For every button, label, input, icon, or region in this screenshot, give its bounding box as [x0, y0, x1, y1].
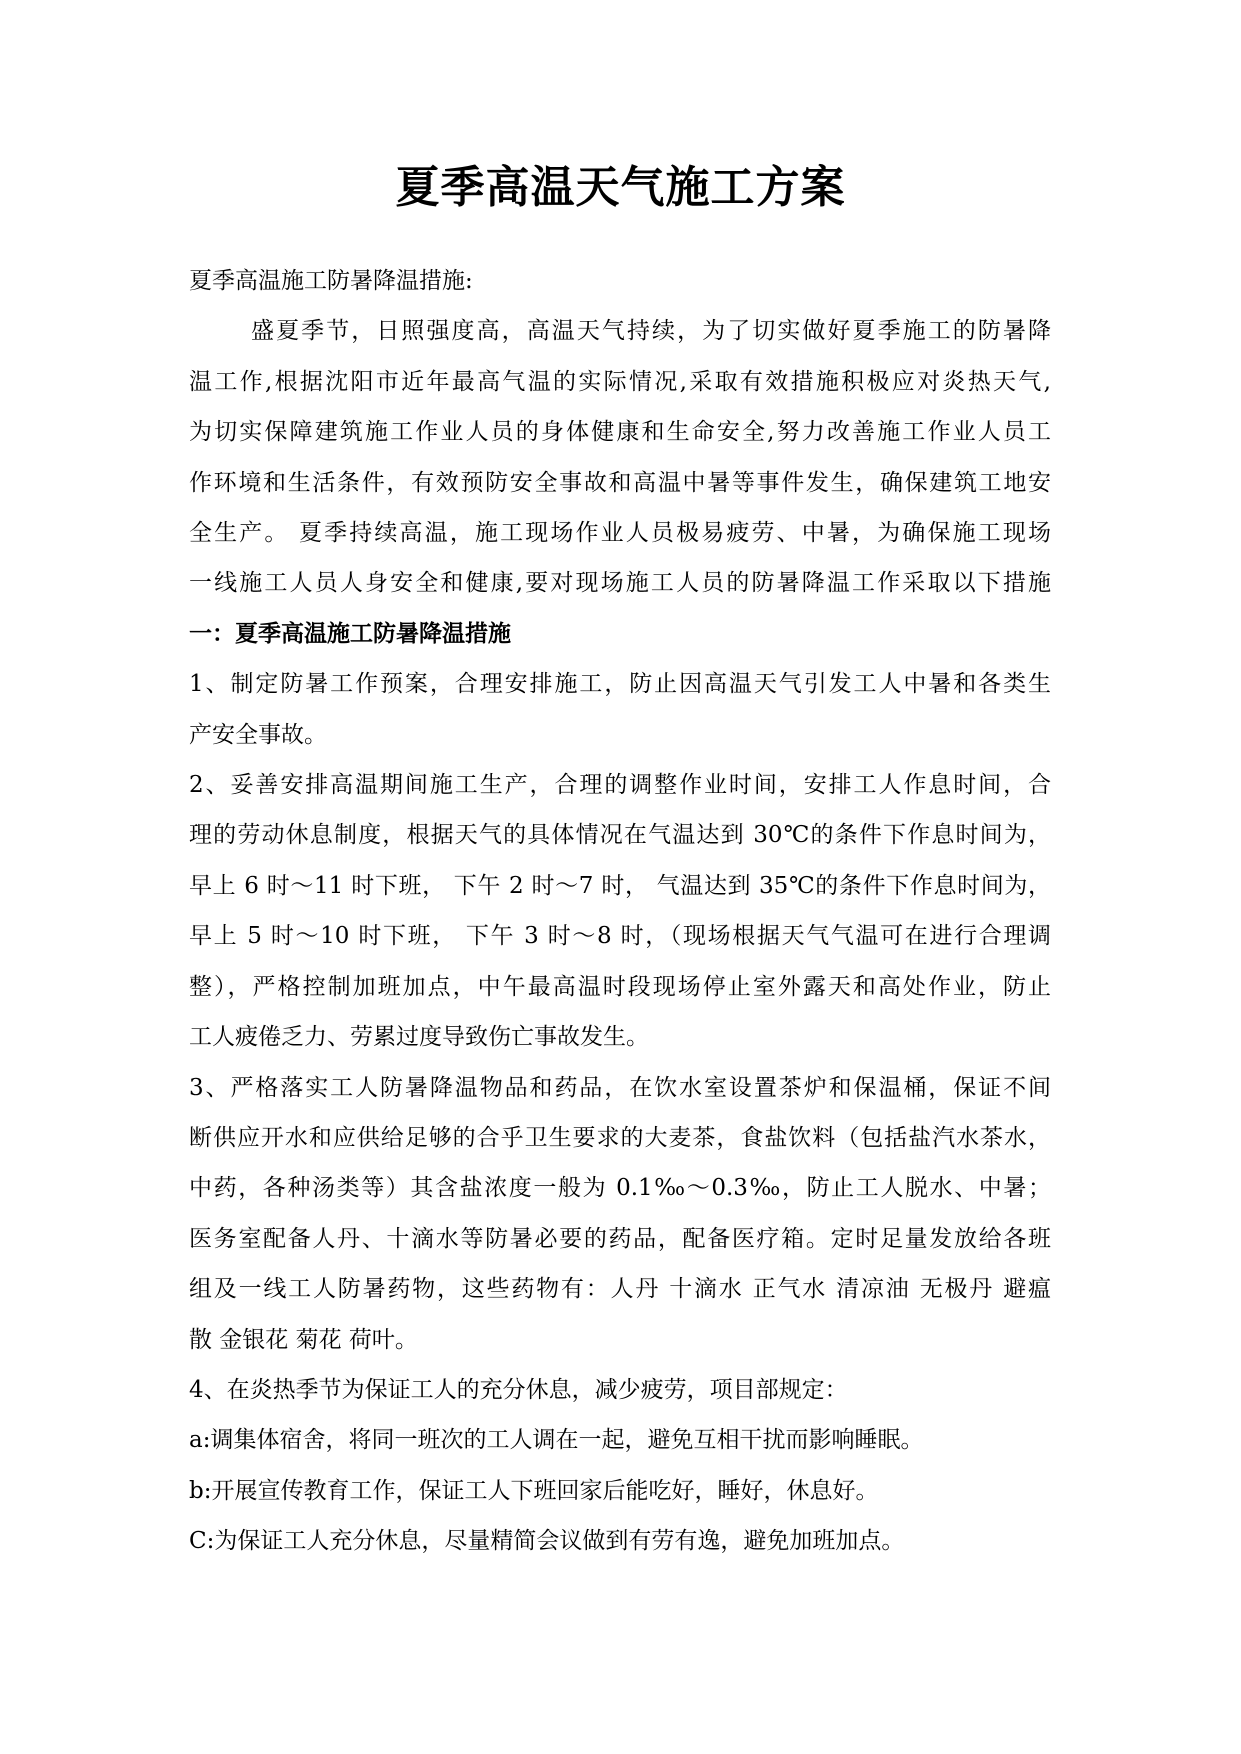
paragraph-line: 组及一线工人防暑药物，这些药物有：人丹 十滴水 正气水 清凉油 无极丹 避瘟 — [189, 1276, 1051, 1303]
paragraph-line: 为切实保障建筑施工作业人员的身体健康和生命安全,努力改善施工作业人员工 — [189, 419, 1051, 446]
list-item-2 — [189, 760, 1051, 1062]
paragraph-line: 温工作,根据沈阳市近年最高气温的实际情况,采取有效措施积极应对炎热天气, — [189, 368, 1051, 395]
paragraph-line: 作环境和生活条件，有效预防安全事故和高温中暑等事件发生，确保建筑工地安 — [189, 469, 1051, 496]
paragraph-intro — [189, 306, 1051, 608]
list-item-3 — [189, 1063, 1051, 1365]
sub-item-a: a:调集体宿舍，将同一班次的工人调在一起，避免互相干扰而影响睡眠。 — [189, 1427, 924, 1454]
paragraph-line: 早上 6 时～11 时下班， 下午 2 时～7 时， 气温达到 35℃的条件下作息时间为， — [189, 872, 1051, 899]
paragraph-line: 医务室配备人丹、十滴水等防暑必要的药品，配备医疗箱。定时足量发放给各班 — [189, 1225, 1051, 1252]
paragraph-line: 全生产。 夏季持续高温，施工现场作业人员极易疲劳、中暑，为确保施工现场 — [189, 520, 1051, 547]
paragraph-line: 1、制定防暑工作预案，合理安排施工，防止因高温天气引发工人中暑和各类生 — [189, 671, 1051, 698]
sub-item-c: C:为保证工人充分休息，尽量精简会议做到有劳有逸，避免加班加点。 — [189, 1528, 905, 1555]
section-heading: 一：夏季高温施工防暑降温措施 — [189, 620, 511, 647]
paragraph-line: 整），严格控制加班加点，中午最高温时段现场停止室外露天和高处作业，防止 — [189, 973, 1051, 1000]
sub-item-b: b:开展宣传教育工作，保证工人下班回家后能吃好，睡好，休息好。 — [189, 1477, 879, 1504]
paragraph-line: 早上 5 时～10 时下班， 下午 3 时～8 时，（现场根据天气气温可在进行合理调 — [189, 923, 1051, 950]
document-title: 夏季高温天气施工方案 — [395, 162, 846, 213]
paragraph-line: 中药，各种汤类等）其含盐浓度一般为 0.1‰～0.3‰，防止工人脱水、中暑； — [189, 1175, 1051, 1202]
list-item-1 — [189, 659, 1051, 760]
paragraph-line: 工人疲倦乏力、劳累过度导致伤亡事故发生。 — [189, 1024, 649, 1051]
document-body — [189, 256, 1051, 1567]
paragraph-line: 3、严格落实工人防暑降温物品和药品，在饮水室设置茶炉和保温桶，保证不间 — [189, 1074, 1051, 1101]
paragraph-line: 断供应开水和应供给足够的合乎卫生要求的大麦茶，食盐饮料（包括盐汽水茶水， — [189, 1124, 1051, 1151]
paragraph-line: 散 金银花 菊花 荷叶。 — [189, 1326, 418, 1353]
paragraph-line: 2、妥善安排高温期间施工生产，合理的调整作业时间，安排工人作息时间，合 — [189, 772, 1051, 799]
list-item-4: 4、在炎热季节为保证工人的充分休息，减少疲劳，项目部规定： — [189, 1376, 848, 1403]
paragraph-line: 盛夏季节，日照强度高，高温天气持续，为了切实做好夏季施工的防暑降 — [251, 318, 1051, 345]
paragraph-line: 产安全事故。 — [189, 721, 327, 748]
paragraph-line: 理的劳动休息制度，根据天气的具体情况在气温达到 30℃的条件下作息时间为， — [189, 822, 1051, 849]
paragraph-line: 一线施工人员人身安全和健康,要对现场施工人员的防暑降温工作采取以下措施 — [189, 570, 1051, 597]
intro-label: 夏季高温施工防暑降温措施: — [189, 268, 473, 294]
